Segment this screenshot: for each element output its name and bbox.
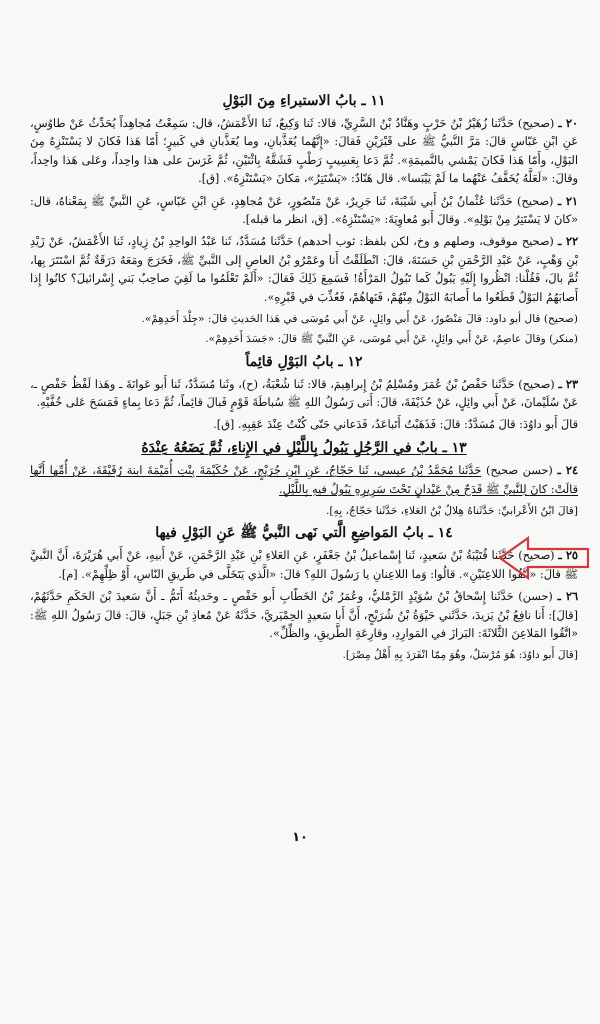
- hadith-text: حَدَّثَنا إِسْحاقُ بْنُ سُوَيْدٍ الرَّمْليُّ، وعُمَرُ بْنُ الخَطّابِ أَبو حَفْصٍ ـ وحَديثُهُ أَتَمُّ ـ أَنَّ سَعيدَ بْنَ الحَكَمِ حَدَّثَهُمْ، [قالَ]: أَنا نافِعُ بْنُ يَزيدَ، حَدَّثَني حَيْوَةُ بْنُ شُرَيْحٍ، أَنَّ أَبا سَعيدٍ الحِمْيَريَّ، حَدَّثَهُ عَنْ مُعاذِ بْنِ جَبَلٍ، قالَ: قالَ رَسُولُ اللهِ ﷺ: «اتَّقُوا المَلاعِنَ الثَّلاثَةَ: البَرازَ في المَوارِدِ، وقارِعَةِ الطَّريقِ، والظِّلِّ».: [30, 590, 578, 640]
- hadith-grade: (صحيح): [517, 194, 554, 208]
- hadith-entry: [30, 232, 578, 307]
- hadith-note: [قالَ ابْنُ الأَعْرابيِّ: حَدَّثَناهُ هِلالُ بْنُ العَلاءِ، حَدَّثَنا حَجّاجٌ، بِهِ].: [326, 504, 578, 517]
- chapter-heading: ١١ ـ بابُ الاستبراءِ مِنَ البَوْلِ: [222, 93, 386, 109]
- hadith-number: ٢٦ ـ: [557, 589, 579, 604]
- hadith-number: ٢٥ ـ: [558, 548, 578, 563]
- hadith-entry: [30, 546, 578, 584]
- hadith-text: حَدَّثَنا عُثْمانُ بْنُ أَبي شَيْبَةَ، ثَنا جَرِيرٌ، عَنْ مَنْصُورٍ، عَنْ مُجاهِدٍ، عَنِ ابْنِ عَبّاسٍ، عَنِ النَّبيِّ ﷺ بِمَعْناهُ، قال: «كانَ لا يَسْتَتِرُ مِنْ بَوْلِهِ». وقالَ أَبو مُعاوِيَةَ: «يَسْتَنْزِهُ». [ق، انظر ما قبله].: [30, 194, 578, 227]
- hadith-grade: (صحيح): [517, 117, 555, 130]
- hadith-text: حَدَّثَنا مُحَمَّدُ بْنُ عيسى، ثَنا حَجّاجٌ، عَنِ ابْنِ جُرَيْجٍ، عَنْ حُكَيْمَةَ بِنْتِ أُمَيْمَةَ ابنة رُقَيْقَةَ، عَنْ أُمِّها أَنَّها قالَتْ: كانَ لِلنَّبيِّ ﷺ قَدَحٌ مِنْ عَيْدانٍ تَحْتَ سَرِيرِهِ يَبُولُ فيهِ بِاللَّيْلِ.: [30, 464, 578, 496]
- chapter-heading: ١٣ ـ بابٌ في الرَّجُلِ يَبُولُ بِاللَّيْلِ في الإِناءِ، ثُمَّ يَضَعُهُ عِنْدَهُ: [141, 440, 467, 457]
- hadith-number: ٢٢ ـ: [558, 234, 579, 249]
- hadith-text: حَدَّثَنا زُهَيْرُ بْنُ حَرْبٍ وهَنَّادُ بْنُ السَّرِيِّ، قالا: ثَنا وَكِيعٌ، ثَنا الأَعْمَشُ، قال: سَمِعْتُ مُجاهِداً يُحَدِّثُ عَنْ طاوُسٍ، عَنِ ابْنِ عَبّاسٍ قالَ: مَرَّ النَّبيُّ ﷺ على قَبْرَيْنِ فَقالَ: «إِنَّهُما يُعَذَّبانِ، وما يُعَذَّبانِ في كَبيرٍ؛ أَمّا هَذا فَكانَ لا يَسْتَنْزِهُ مِنَ البَوْلِ، وأَمّا هَذا فَكانَ يَمْشي بالنَّميمَةِ». ثُمَّ دَعا بِعَسِيبٍ رَطْبٍ فَشَقَّهُ بِاثْنَيْنِ، ثُمَّ غَرَسَ على هذا واحِداً، وعَلى هَذا واحِداً، وقالَ: «لَعَلَّهُ يُخَفَّفُ عَنْهُما ما لَمْ يَيْبَسا». قال هَنّادٌ: «يَسْتَتِرُ»، مَكانَ «يَسْتَنْزِهُ». [ق].: [30, 117, 578, 186]
- hadith-grade: (صحيح): [518, 549, 555, 563]
- hadith-grade: (صحيح موقوف، وصلهم و وخ، لكن بلفظ: ثوب أحدهم): [297, 235, 554, 249]
- hadith-note: [قالَ أَبو داوُدَ: هُوَ مُرْسَلٌ، وهُوَ مِمّا انْفَرَدَ بِهِ أَهْلُ مِصْرَ].: [342, 649, 578, 662]
- hadith-entry: [30, 192, 578, 230]
- hadith-text: حَدَّثَنا مُسَدَّدٌ، ثَنا عَبْدُ الواحِدِ بْنُ زِيادٍ، ثَنا الأَعْمَشُ، عَنْ زَيْدِ بْنِ وَهْبٍ، عَنْ عَبْدِ الرَّحْمَنِ بْنِ حَسَنَةَ، قالَ: انْطَلَقْتُ أَنا وعَمْرُو بْنُ العاصِ إلى النَّبيِّ ﷺ، فَخَرَجَ ومَعَهُ دَرَقَةٌ ثُمَّ اسْتَتَرَ بِها، ثُمَّ بالَ، فَقُلْنا: انْظُروا إِلَيْهِ يَبُولُ كَما تَبُولُ المَرْأَةُ! فَسَمِعَ ذَلِكَ فَقالَ: «أَلَمْ تَعْلَمُوا ما لَقِيَ صاحِبُ بَني إِسْرائيلَ؟ كانُوا إِذا أَصابَهُمُ البَوْلُ قَطَعُوا ما أَصابَهُ البَوْلُ مِنْهُمْ، فَنَهاهُمْ، فَعُذِّبَ في قَبْرِهِ».: [30, 235, 578, 304]
- chapter-heading: ١٢ ـ بابُ البَوْلِ قائِماً: [245, 353, 363, 370]
- hadith-number: ٢٤ ـ: [557, 463, 579, 478]
- hadith-grade: (صحيح): [518, 377, 555, 391]
- hadith-grade: (حسن): [518, 590, 553, 604]
- hadith-entry-highlighted: [30, 461, 578, 499]
- hadith-number: ٢١ ـ: [557, 193, 578, 208]
- hadith-number: ٢٣ ـ: [558, 376, 579, 391]
- hadith-entry: [30, 375, 578, 413]
- hadith-note: (صحيح) قال أبو داود: قالَ مَنْصُورٌ، عَنْ أَبي وائِلٍ، عَنْ أَبي مُوسَى في هَذا الحَديثِ قالَ: «جِلْدَ أَحَدِهِمْ».: [141, 313, 578, 326]
- hadith-note: (منكر) وقالَ عاصِمٌ، عَنْ أَبي وائِلٍ، عَنْ أَبي مُوسَى، عَنِ النَّبيِّ ﷺ قالَ: «جَسَدَ أَحَدِهِمْ».: [205, 333, 578, 346]
- hadith-entry: [30, 114, 578, 189]
- chapter-heading: ١٤ ـ بابُ المَواضِعِ الَّتي نَهى النَّبيُّ ﷺ عَنِ البَوْلِ فيها: [155, 525, 453, 542]
- hadith-grade: (حسن صحيح): [485, 464, 553, 478]
- left-arrow-icon: [498, 535, 590, 581]
- hadith-text: حَدَّثَنا قُتَيْبَةُ بْنُ سَعيدٍ، ثَنا إِسْماعيلُ بْنُ جَعْفَرٍ، عَنِ العَلاءِ بْنِ عَبْدِ الرَّحْمَنِ، عَنْ أَبيهِ، عَنْ أَبي هُرَيْرَةَ، أَنَّ النَّبيَّ ﷺ قالَ: «اتَّقُوا اللاعِنَيْنِ». قالُوا: وَما اللاعِنانِ يا رَسُولَ اللهِ؟ قالَ: «الَّذي يَتَخَلَّى في طَريقِ النّاسِ، أَوْ ظِلِّهِمْ». [م].: [30, 549, 578, 581]
- page-number: ١٠: [292, 830, 308, 845]
- page-content: [30, 88, 578, 667]
- hadith-entry: [30, 587, 578, 643]
- hadith-note: قالَ أَبو داوُدَ: قالَ مُسَدَّدٌ: قالَ: فَذَهَبْتُ أَتَباعَدُ، فَدَعاني حَتّى كُنْتُ عِنْدَ عَقِبِهِ. [ق].: [213, 417, 578, 431]
- hadith-text: حَدَّثَنا حَفْصُ بْنُ عُمَرَ ومُسْلِمُ بْنُ إِبراهِيمَ، قالا: ثَنا شُعْبَةُ، (ح)، وثَنا مُسَدَّدٌ، ثَنا أَبو عَوانَةَ ـ وهَذا لَفْظُ حَفْصٍ ـ، عَنْ سُلَيْمانَ، عَنْ أَبي وائِلٍ، عَنْ حُذَيْفَةَ، قالَ: أَتى رَسُولُ اللهِ ﷺ سُباطَةَ قَوْمٍ فَبالَ قائِماً، ثُمَّ دَعا بِماءٍ فَمَسَحَ عَلى خُفَّيْهِ.: [30, 377, 578, 410]
- hadith-number: ٢٠ ـ: [558, 116, 578, 130]
